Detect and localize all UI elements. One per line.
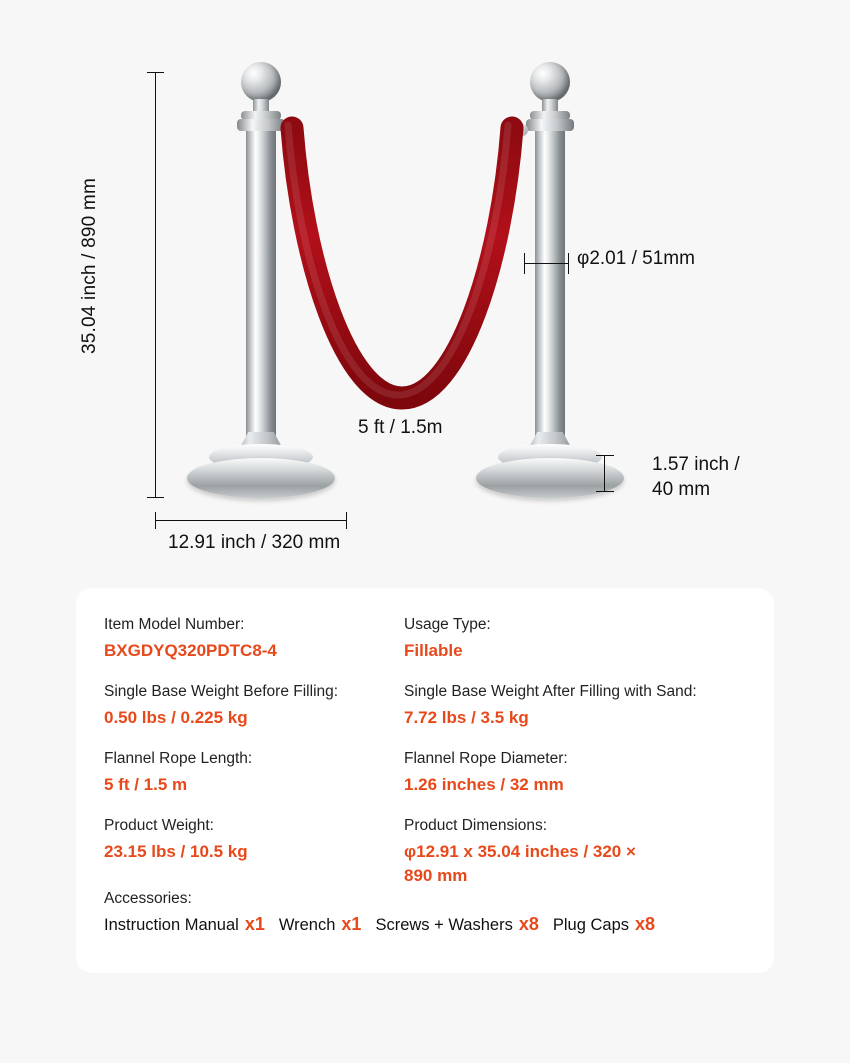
spec-value: 0.50 lbs / 0.225 kg xyxy=(104,708,248,727)
base-disc-left xyxy=(187,458,335,498)
spec-value: 23.15 lbs / 10.5 kg xyxy=(104,842,248,861)
base-height-label-line1: 1.57 inch / xyxy=(652,454,740,475)
spec-label: Product Weight: xyxy=(104,817,214,834)
base-height-label xyxy=(652,452,740,502)
spec-value: Fillable xyxy=(404,641,463,660)
base-height-cap-top xyxy=(596,455,614,456)
accessories-label: Accessories: xyxy=(104,890,192,907)
spec-label: Product Dimensions: xyxy=(404,817,548,834)
width-dimension-cap-left xyxy=(155,512,156,529)
spec-item-base-weight-after xyxy=(404,681,744,730)
spec-item-product-weight xyxy=(104,815,404,888)
accessory-name: Plug Caps xyxy=(552,916,630,934)
spec-value: 1.26 inches / 32 mm xyxy=(404,775,564,794)
accessory-screws-washers xyxy=(375,914,538,935)
width-dimension-cap-right xyxy=(346,512,347,529)
pole-diameter-line xyxy=(524,263,569,264)
accessories-section xyxy=(104,888,754,935)
accessory-instruction-manual xyxy=(104,914,265,935)
spec-label: Flannel Rope Length: xyxy=(104,750,253,767)
spec-grid xyxy=(104,614,744,888)
spec-item-usage-type xyxy=(404,614,744,663)
finial-ball-icon xyxy=(241,62,281,102)
height-dimension-label: 35.04 inch / 890 mm xyxy=(79,178,100,354)
spec-item-base-weight-before xyxy=(104,681,404,730)
accessory-plug-caps xyxy=(553,914,655,935)
spec-label: Single Base Weight Before Filling: xyxy=(104,683,339,700)
spec-label: Item Model Number: xyxy=(104,616,245,633)
width-dimension-line xyxy=(155,520,347,521)
rope-length-label: 5 ft / 1.5m xyxy=(358,417,443,438)
spec-card xyxy=(76,588,774,973)
accessory-wrench xyxy=(279,914,362,935)
accessory-qty: x8 xyxy=(635,914,656,934)
accessory-qty: x1 xyxy=(244,914,265,934)
spec-label: Flannel Rope Diameter: xyxy=(404,750,568,767)
velvet-rope xyxy=(250,110,560,420)
height-dimension-line xyxy=(155,72,156,497)
accessory-qty: x8 xyxy=(518,914,539,934)
pole-diameter-cap-right xyxy=(568,253,569,274)
width-dimension-label: 12.91 inch / 320 mm xyxy=(168,532,341,553)
height-dimension-cap-top xyxy=(147,72,164,73)
pole-diameter-label: φ2.01 / 51mm xyxy=(577,248,695,269)
spec-value: BXGDYQ320PDTC8-4 xyxy=(104,641,277,660)
base-height-line xyxy=(604,455,605,491)
base-height-cap-bottom xyxy=(596,491,614,492)
spec-value: 5 ft / 1.5 m xyxy=(104,775,188,794)
base-height-label-line2: 40 mm xyxy=(652,479,711,500)
spec-value: φ12.91 x 35.04 inches / 320 × 890 mm xyxy=(404,842,636,885)
spec-value: 7.72 lbs / 3.5 kg xyxy=(404,708,529,727)
spec-item-rope-length xyxy=(104,748,404,797)
finial-ball-icon xyxy=(530,62,570,102)
spec-label: Single Base Weight After Filling with Sand: xyxy=(404,683,697,700)
accessories-row xyxy=(104,914,754,935)
spec-label: Usage Type: xyxy=(404,616,491,633)
accessory-qty: x1 xyxy=(341,914,362,934)
spec-item-model-number xyxy=(104,614,404,663)
height-dimension-cap-bottom xyxy=(147,497,164,498)
spec-item-rope-diameter xyxy=(404,748,744,797)
base-disc-right xyxy=(476,458,624,498)
accessory-name: Screws + Washers xyxy=(375,916,513,934)
pole-diameter-cap-left xyxy=(524,253,525,274)
accessory-name: Instruction Manual xyxy=(104,916,239,934)
spec-item-product-dimensions xyxy=(404,815,744,888)
accessory-name: Wrench xyxy=(278,916,336,934)
